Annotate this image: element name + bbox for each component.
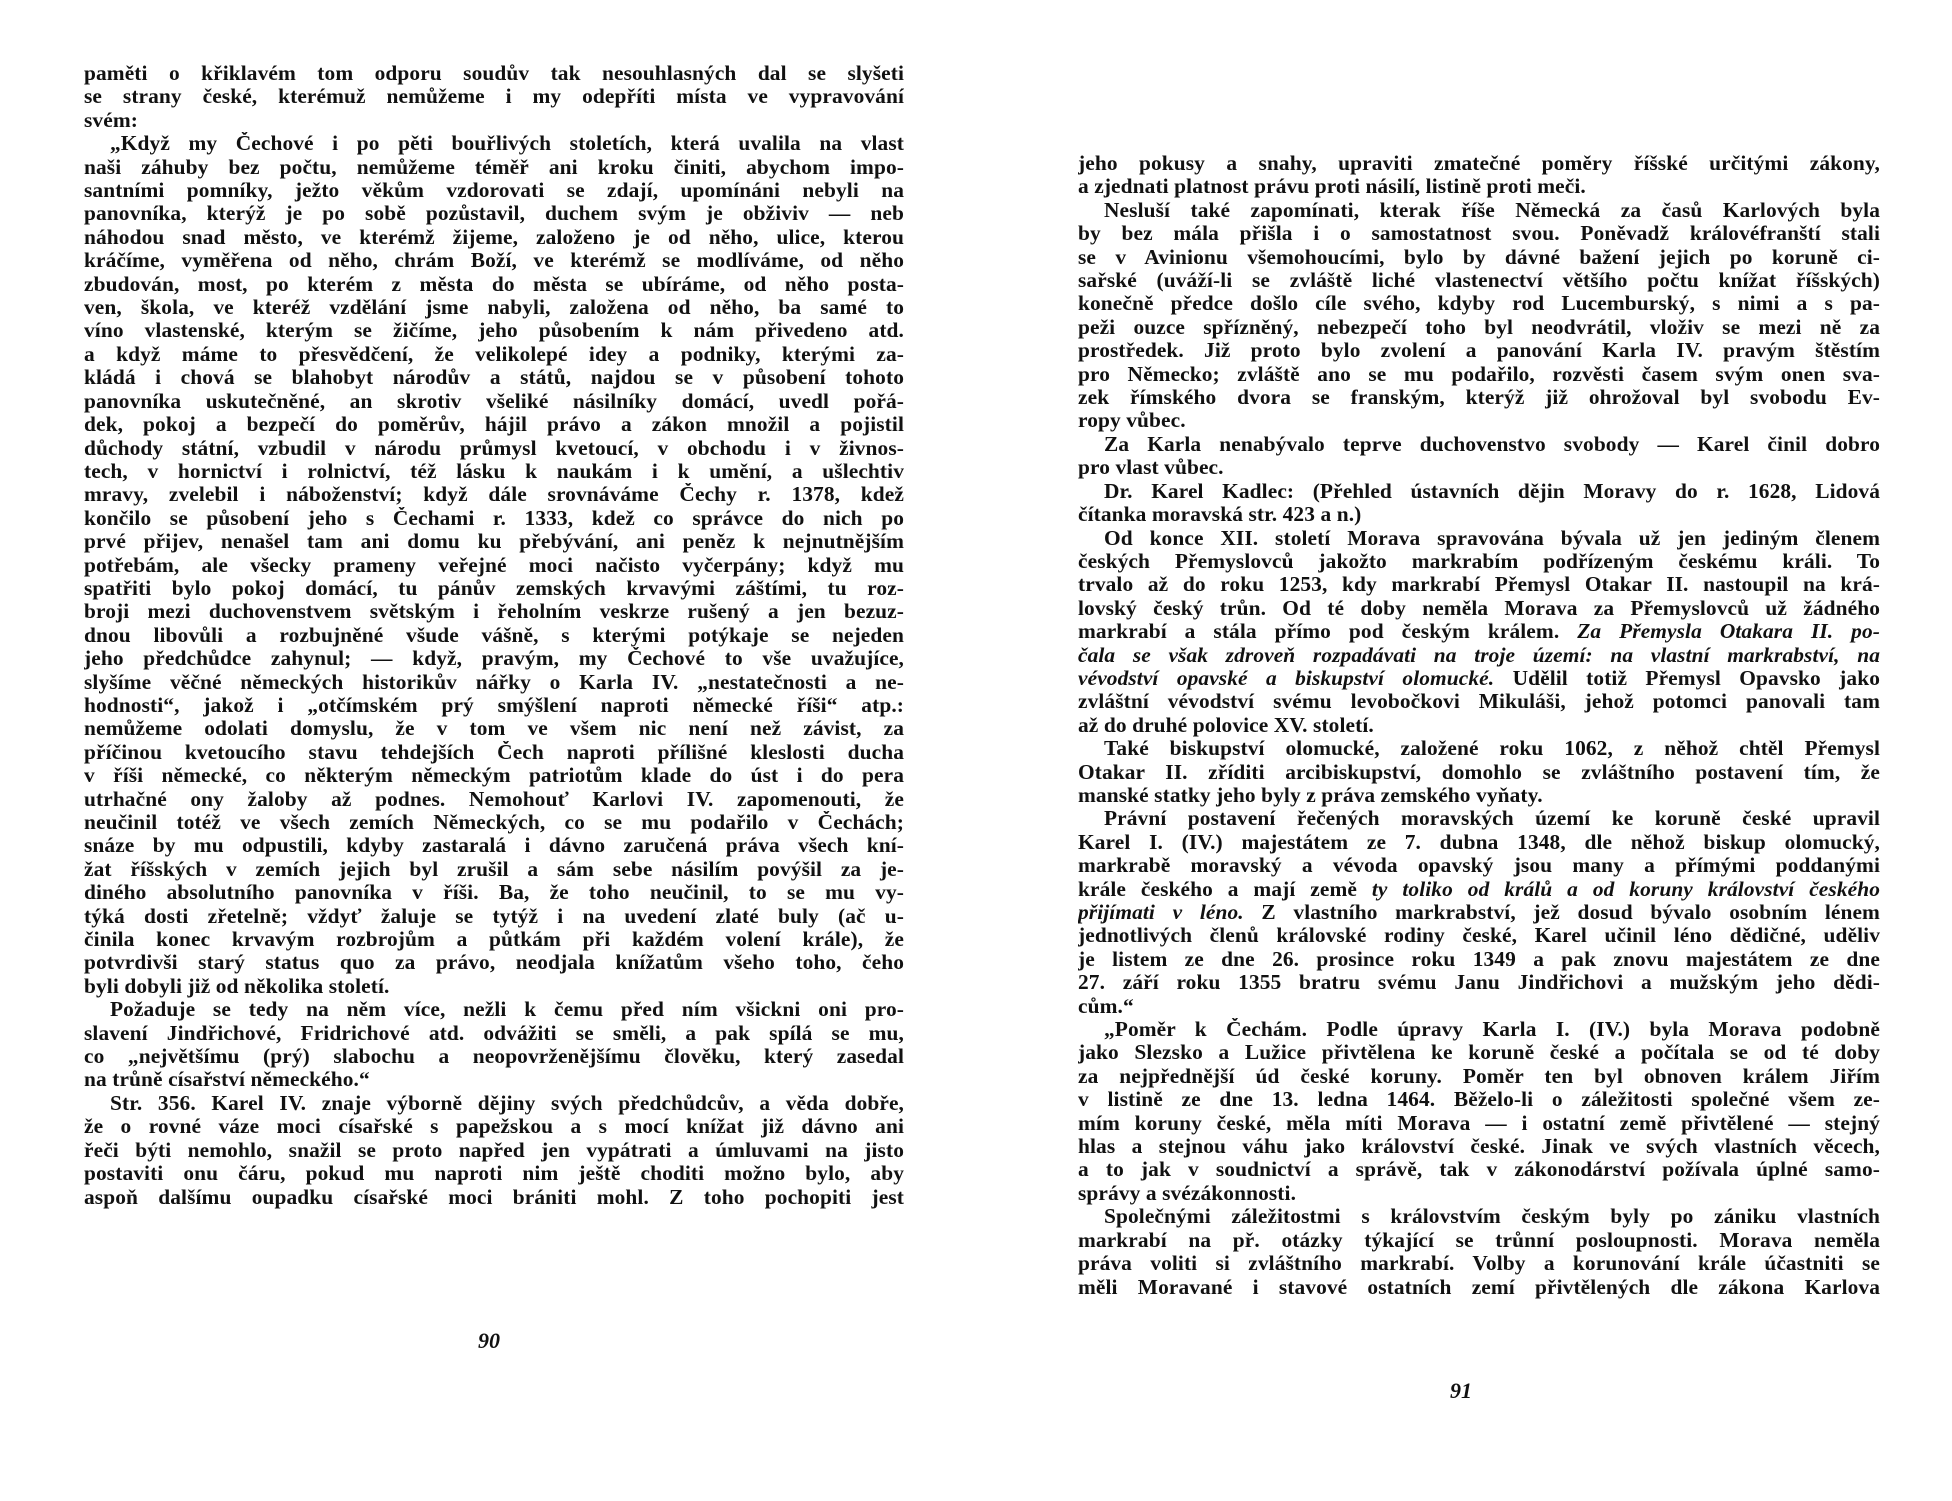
text-line: Str. 356. Karel IV. znaje výborně dějiny svých předchůdcův, a věda dobře, xyxy=(110,1091,904,1115)
text-line: slavení Jindřichové, Fridrichové atd. odvážiti se směli, a pak spílá se mu, xyxy=(84,1021,904,1045)
text-line: týká dosti zřetelně; vždyť žaluje se tytýž i na uvedení zlaté buly (ač u- xyxy=(84,904,904,928)
text-line: santními pomníky, ježto věkům vzdorovati se zdají, upomínáni nebyli na xyxy=(84,179,904,203)
text-line: potřebám, ale všecky prameny veřejné moci načisto vyčerpány; když mu xyxy=(84,553,904,577)
left-page-number: 90 xyxy=(478,1328,500,1353)
text-segment: se v Avinionu všemohoucími, bylo by dávné bažení jejich po koruně ci- xyxy=(1078,245,1880,269)
right-page-number: 91 xyxy=(1450,1378,1472,1403)
text-line xyxy=(1078,316,1880,339)
text-line xyxy=(1078,995,1880,1018)
text-segment: až do druhé polovice XV. století. xyxy=(1078,713,1374,737)
text-segment: pro vlast vůbec. xyxy=(1078,456,1224,480)
text-line xyxy=(1078,409,1880,432)
text-segment: českých Přemyslovců jakožto markrabím podřízeným českému králi. To xyxy=(1078,549,1880,573)
text-segment: jednotlivých členů královské rodiny české, Karel učinil léno dědičné, uděliv xyxy=(1078,924,1880,948)
italic-segment: ty toliko od králů a od koruny království českého xyxy=(1371,877,1880,901)
text-segment: jako Slezsko a Lužice přivtělena ke koruně české a počítala se od té doby xyxy=(1078,1041,1880,1065)
text-segment: Za Karla nenabývalo teprve duchovenstvo svobody — Karel činil dobro xyxy=(1104,432,1880,456)
text-line xyxy=(1078,222,1880,245)
text-line xyxy=(1078,1205,1880,1228)
text-segment: manské statky jeho byly z práva zemského vyňaty. xyxy=(1078,783,1543,807)
text-segment: a to jak v soudnictví a správě, tak v zákonodárství požívala úplné samo- xyxy=(1078,1158,1880,1182)
text-line: slyšíme věčné německých historikův nářky o Karla IV. „nestatečnosti a ne- xyxy=(84,670,904,694)
text-line xyxy=(1078,644,1880,667)
text-line: kládá i chová se blahobyt národův a států, najdou se v působení tohoto xyxy=(84,366,904,390)
text-line xyxy=(1078,1041,1880,1064)
text-line: řeči býti nemohlo, snažil se proto napřed jen vypátrati a úmluvami na jisto xyxy=(84,1138,904,1162)
text-line: prvé přijev, nenašel tam ani domu ku přebývání, ani peněz k nejnutnějším xyxy=(84,530,904,554)
text-line xyxy=(1078,456,1880,479)
text-segment: trvalo až do roku 1253, kdy markrabí Přemysl Otakar II. nastoupil na krá- xyxy=(1078,573,1880,597)
text-line xyxy=(1078,714,1880,737)
left-page-text xyxy=(84,62,904,1209)
text-line: snáze by mu odpustili, kdyby zastaralá i dávno zaručená práva všech kní- xyxy=(84,834,904,858)
text-line xyxy=(1078,480,1880,503)
text-segment: „Poměr k Čechám. Podle úpravy Karla I. (IV.) byla Morava podobně xyxy=(1104,1018,1880,1042)
text-segment: Od konce XII. století Morava spravována bývala už jen jediným členem xyxy=(1104,526,1880,550)
text-segment: hlas a stejnou váhu jako království české. Jinak ve svých vlastních věcech, xyxy=(1078,1135,1880,1159)
text-line: zbudován, most, po kterém z města do města se ubíráme, od něho posta- xyxy=(84,272,904,296)
text-line: důchody státní, vzbudil v národu průmysl kvetoucí, v obchodu i v živnos- xyxy=(84,436,904,460)
text-segment: konečně předce došlo cíle svého, kdyby rod Lucemburský, s nimi a s pa- xyxy=(1078,292,1880,316)
text-line xyxy=(1078,1088,1880,1111)
text-line xyxy=(1078,1229,1880,1252)
text-segment: správy a svézákonnosti. xyxy=(1078,1181,1297,1205)
text-segment: zek římského dvora se franským, kterýž již ohrožoval byl svobodu Ev- xyxy=(1078,386,1880,410)
text-line: končilo se působení jeho s Čechami r. 1333, kdež co správce do nich po xyxy=(84,506,904,530)
text-line: nemůžeme odolati domyslu, že v tom ve všem nic není než závist, za xyxy=(84,717,904,741)
text-line: co „největšímu (prý) slabochu a neopovrženějšímu člověku, který zasedal xyxy=(84,1045,904,1069)
text-line: diného absolutního panovníka v říši. Ba, že toho neučinil, to se mu vy- xyxy=(84,881,904,905)
text-line: se strany české, kterémuž nemůžeme i my odepříti místa ve vypravování xyxy=(84,85,904,109)
text-segment: krále českého a mají země xyxy=(1078,877,1372,901)
text-segment: Společnými záležitostmi s královstvím českým byly po zániku vlastních xyxy=(1104,1205,1880,1229)
text-segment: je listem ze dne 26. prosince roku 1349 a pak znovu majestátem ze dne xyxy=(1078,947,1880,971)
text-line: aspoň dalšímu oupadku císařské moci brániti mohl. Z toho pochopiti jest xyxy=(84,1185,904,1209)
text-line xyxy=(1078,1182,1880,1205)
text-line xyxy=(1078,1112,1880,1135)
text-line: potvrdivši starý status quo za právo, neodjala knížatům všeho toho, čeho xyxy=(84,951,904,975)
right-page xyxy=(976,0,1952,1501)
italic-segment: přijímati v léno. xyxy=(1078,901,1244,924)
text-segment: markrabě moravský a vévoda opavský jsou many a přímými poddanými xyxy=(1078,854,1880,878)
text-segment: jeho pokusy a snahy, upraviti zmatečné poměry říšské určitými zákony, xyxy=(1078,152,1880,175)
text-line xyxy=(1078,339,1880,362)
text-line: žat říšských v zemích jejich byl zrušil a sám sebe násilím povýšil za je- xyxy=(84,857,904,881)
text-segment: 27. září roku 1355 bratru svému Janu Jindřichovi a mužským jeho dědi- xyxy=(1078,971,1880,995)
text-line xyxy=(1078,363,1880,386)
text-segment: sařské (uváží-li se zvláště liché vlastenectví většího počtu knížat říšských) xyxy=(1078,269,1880,293)
text-segment: mím koruny české, měla míti Morava — i ostatní země přivtělené — stejný xyxy=(1078,1111,1880,1135)
text-line xyxy=(1078,175,1880,198)
text-line: panovníka uskutečněné, an skrotiv všeliké násilníky domácí, uvedl pořá- xyxy=(84,389,904,413)
italic-segment: vévodství opavské a biskupství olomucké. xyxy=(1078,666,1495,690)
text-segment: Otakar II. zříditi arcibiskupství, domohlo se zvláštního postavení tím, že xyxy=(1078,760,1880,784)
text-segment: měli Moravané i stavové ostatních zemí přivtělených dle zákona Karlova xyxy=(1078,1275,1880,1299)
text-line: panovníka, kterýž je po sobě pozůstavil, duchem svým je obživiv — neb xyxy=(84,202,904,226)
text-line xyxy=(1078,550,1880,573)
text-line: že o rovné váze moci císařské s papežskou a s mocí knížat již dávno ani xyxy=(84,1115,904,1139)
text-line xyxy=(1078,784,1880,807)
text-line: svém: xyxy=(84,108,138,132)
text-line xyxy=(1078,246,1880,269)
text-segment: zvláštní vévodství svému levobočkovi Mikuláši, jehož potomci panovali tam xyxy=(1078,690,1880,714)
text-line xyxy=(1078,1252,1880,1275)
text-line: paměti o křiklavém tom odporu soudův tak nesouhlasných dal se slyšeti xyxy=(84,62,904,85)
text-segment: pro Německo; zvláště ano se mu podařilo, rozvěsti časem svým onen sva- xyxy=(1078,362,1880,386)
text-line xyxy=(1078,573,1880,596)
text-line: postaviti onu čáru, pokud mu naproti nim ještě choditi možno bylo, aby xyxy=(84,1162,904,1186)
text-line: dek, pokoj a bezpečí do poměrův, hájil právo a zákon množil a pojistil xyxy=(84,413,904,437)
text-segment: Karel I. (IV.) majestátem ze 7. dubna 1348, dle něhož biskup olomucký, xyxy=(1078,830,1880,854)
text-segment: Právní postavení řečených moravských území ke koruně české upravil xyxy=(1104,807,1880,831)
text-segment: Nesluší také zapomínati, kterak říše Německá za časů Karlových byla xyxy=(1104,198,1880,222)
text-line: dnou libovůli a rozbujněné všude vášně, s kterými potýkaje se nejeden xyxy=(84,623,904,647)
text-line: na trůně císařství německého.“ xyxy=(84,1068,370,1092)
text-line: broji mezi duchovenstvem světským i řeholním veskrze rušený a jen bezuz- xyxy=(84,600,904,624)
text-line: víno vlastenské, kterým se žičíme, jeho působením k nám přivedeno atd. xyxy=(84,319,904,343)
text-line: spatřiti bylo pokoj domácí, tu pánův zemských krvavými záštími, tu roz- xyxy=(84,576,904,600)
text-line xyxy=(1078,901,1880,924)
text-line xyxy=(1078,597,1880,620)
text-line xyxy=(1078,1018,1880,1041)
text-line xyxy=(1078,620,1880,643)
text-segment: za nejpřednější úd české koruny. Poměr ten byl obnoven králem Jiřím xyxy=(1078,1064,1880,1088)
italic-segment: čala se však zdroveň rozpadávati na troje území: na vlastní markrabství, na xyxy=(1078,643,1880,667)
text-segment: a zjednati platnost právu proti násilí, listině proti meči. xyxy=(1078,175,1586,199)
text-line xyxy=(1078,690,1880,713)
text-line: byli dobyli již od několika století. xyxy=(84,974,390,998)
text-line xyxy=(1078,831,1880,854)
text-line: kráčíme, vyměřena od něho, chrám Boží, ve kterémž se modlíváme, od něho xyxy=(84,249,904,273)
text-line xyxy=(1078,527,1880,550)
text-segment: lovský český trůn. Od té doby neměla Morava za Přemyslovců už žádného xyxy=(1078,596,1880,620)
text-line: Požaduje se tedy na něm více, nežli k čemu před ním všickni oni pro- xyxy=(110,998,904,1022)
text-segment: čítanka moravská str. 423 a n.) xyxy=(1078,503,1362,527)
text-line xyxy=(1078,924,1880,947)
text-segment: by bez mála přišla i o samostatnost svou. Poněvadž královéfranští stali xyxy=(1078,222,1880,246)
text-line xyxy=(1078,503,1880,526)
italic-segment: Za Přemysla Otakara II. po- xyxy=(1577,620,1880,644)
text-line xyxy=(1078,386,1880,409)
text-line: naši záhuby bez počtu, nemůžeme téměř ani kroku činiti, abychom impo- xyxy=(84,155,904,179)
text-line: neučinil totéž ve všech zemích Německých, co se mu podařilo v Čechách; xyxy=(84,811,904,834)
text-line: mravy, zvelebil i náboženství; když dále srovnáváme Čechy r. 1378, kdež xyxy=(84,483,904,507)
text-line xyxy=(1078,761,1880,784)
text-segment: cům.“ xyxy=(1078,994,1134,1018)
text-line: činila konec krvavým rozbrojům a půtkám při každém volení krále), že xyxy=(84,928,904,952)
text-segment: Z vlastního markrabství, jež dosud bývalo osobním lénem xyxy=(1243,901,1880,924)
text-segment: prostředek. Již proto bylo zvolení a panování Karla IV. pravým štěstím xyxy=(1078,339,1880,363)
text-line: hodnosti“, jakož i „otčímském prý smýšlení naproti německé říši“ atp.: xyxy=(84,693,904,717)
text-line: a když máme to přesvědčení, že velikolepé idey a podniky, kterými za- xyxy=(84,342,904,366)
text-line: jeho předchůdce zahynul; — když, pravým, my Čechové to vše uvažujíce, xyxy=(84,647,904,671)
text-segment: markrabí a stála přímo pod českým králem. xyxy=(1078,620,1578,644)
text-segment: Dr. Karel Kadlec: (Přehled ústavních dějin Moravy do r. 1628, Lidová xyxy=(1104,479,1880,503)
text-line: utrhačné ony žaloby až podnes. Nemohouť Karlovi IV. zapomenouti, že xyxy=(84,787,904,811)
text-line xyxy=(1078,854,1880,877)
text-segment: v listině ze dne 13. ledna 1464. Běželo-li o záležitosti společné všem ze- xyxy=(1078,1088,1880,1112)
text-line xyxy=(1078,433,1880,456)
text-line xyxy=(1078,199,1880,222)
text-segment: ropy vůbec. xyxy=(1078,409,1186,433)
text-line xyxy=(1078,269,1880,292)
text-line xyxy=(1078,878,1880,901)
text-line xyxy=(1078,292,1880,315)
text-line xyxy=(1078,152,1880,175)
text-segment: peži ouzce spřízněný, nebezpečí toho byl neodvrátil, vloživ se mezi ně za xyxy=(1078,315,1880,339)
text-line xyxy=(1078,948,1880,971)
right-page-text xyxy=(1078,152,1880,1299)
text-segment: markrabí na př. otázky týkající se trůnní posloupnosti. Morava neměla xyxy=(1078,1228,1880,1252)
text-line: náhodou snad město, ve kterémž žijeme, založeno je od něho, ulice, kterou xyxy=(84,225,904,249)
text-line: tech, v hornictví i rolnictví, též lásku k naukám i k umění, a ušlechtiv xyxy=(84,459,904,483)
text-line xyxy=(1078,737,1880,760)
text-segment: práva voliti si zvláštního markrabí. Volby a korunování krále účastniti se xyxy=(1078,1252,1880,1276)
text-line: ven, škola, ve kteréž vzdělání jsme nabyli, založena od něho, ba samé to xyxy=(84,296,904,320)
text-line xyxy=(1078,667,1880,690)
text-segment: Udělil totiž Přemysl Opavsko jako xyxy=(1494,666,1880,690)
text-line xyxy=(1078,1065,1880,1088)
text-line xyxy=(1078,971,1880,994)
text-line: příčinou kvetoucího stavu tehdejších Čech naproti přílišné kleslosti ducha xyxy=(84,740,904,764)
text-line: v říši německé, co některým německým patriotům klade do úst i do pera xyxy=(84,764,904,788)
text-line xyxy=(1078,1158,1880,1181)
text-line xyxy=(1078,1135,1880,1158)
text-line: „Když my Čechové i po pěti bouřlivých stoletích, která uvalila na vlast xyxy=(110,132,904,156)
text-segment: Také biskupství olomucké, založené roku 1062, z něhož chtěl Přemysl xyxy=(1104,737,1880,761)
text-line xyxy=(1078,1276,1880,1299)
text-line xyxy=(1078,807,1880,830)
